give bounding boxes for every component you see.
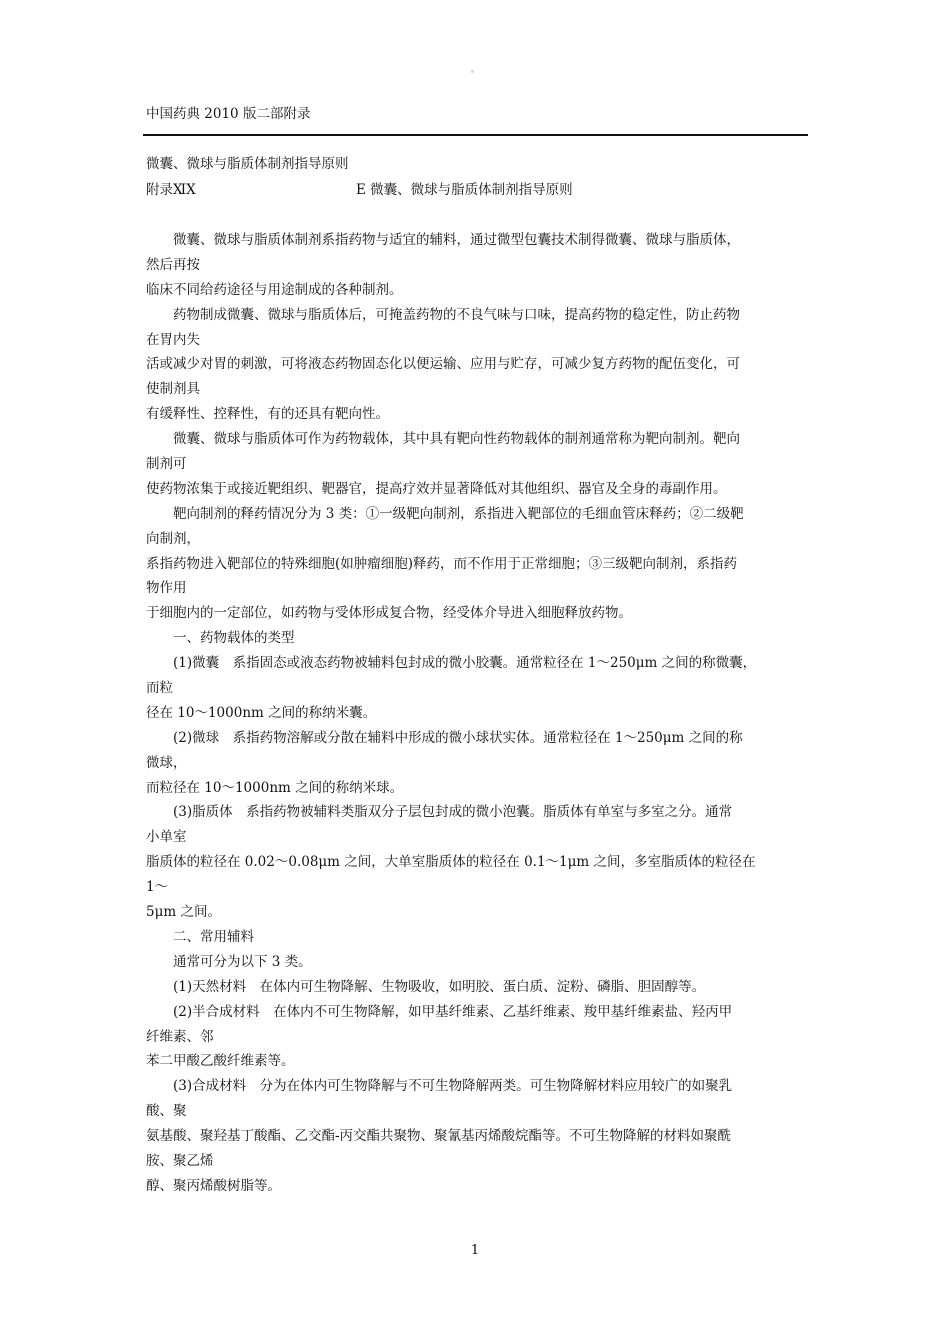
text-line: 有缓释性、控释性，有的还具有靶向性。 <box>146 406 389 423</box>
text-line: (1)微囊 系指固态或液态药物被辅料包封成的微小胶囊。通常粒径在 1～250μm 之间的称微囊， <box>173 655 757 672</box>
text-line: 脂质体的粒径在 0.02～0.08μm 之间，大单室脂质体的粒径在 0.1～1μm 之间，多室脂质体的粒径在 <box>146 854 756 871</box>
text-line: 使制剂具 <box>146 381 200 398</box>
text-line: 制剂可 <box>146 456 187 473</box>
text-line: (2)微球 系指药物溶解或分散在辅料中形成的微小球状实体。通常粒径在 1～250μm 之间的称 <box>173 729 743 746</box>
text-line: 在胃内失 <box>146 331 200 348</box>
appendix-line <box>146 180 808 200</box>
text-line: 胺、聚乙烯 <box>146 1152 214 1169</box>
appendix-code: 附录ⅪⅩ <box>146 182 196 198</box>
text-line: (2)半合成材料 在体内不可生物降解，如甲基纤维素、乙基纤维素、羧甲基纤维素盐、羟丙甲 <box>173 1003 733 1020</box>
page-number: 1 <box>470 1243 480 1258</box>
text-line: 径在 10～1000nm 之间的称纳米囊。 <box>146 704 377 721</box>
text-line: (1)天然材料 在体内可生物降解、生物吸收，如明胶、蛋白质、淀粉、磷脂、胆固醇等。 <box>173 978 706 995</box>
document-heading: 微囊、微球与脂质体制剂指导原则 <box>146 156 349 172</box>
text-line: 1～ <box>146 879 169 896</box>
text-line: 于细胞内的一定部位，如药物与受体形成复合物，经受体介导进入细胞释放药物。 <box>146 605 632 622</box>
scan-dot <box>471 70 474 73</box>
running-header: 中国药典 2010 版二部附录 <box>146 106 311 122</box>
text-line: 临床不同给药途径与用途制成的各种制剂。 <box>146 281 403 298</box>
text-line: 而粒径在 10～1000nm 之间的称纳米球。 <box>146 779 404 796</box>
text-line: 醇、聚丙烯酸树脂等。 <box>146 1177 281 1194</box>
text-line: 二、常用辅料 <box>173 928 254 945</box>
text-line: 纤维素、邻 <box>146 1028 214 1045</box>
text-line: 活或减少对胃的刺激，可将液态药物固态化以便运输、应用与贮存，可减少复方药物的配伍变化，可 <box>146 356 740 373</box>
text-line: 微囊、微球与脂质体可作为药物载体，其中具有靶向性药物载体的制剂通常称为靶向制剂。靶向 <box>173 431 740 448</box>
appendix-title: E 微囊、微球与脂质体制剂指导原则 <box>356 182 573 198</box>
text-line: 通常可分为以下 3 类。 <box>173 953 312 970</box>
text-line: 氨基酸、聚羟基丁酸酯、乙交酯-丙交酯共聚物、聚氰基丙烯酸烷酯等。不可生物降解的材料如聚酰 <box>146 1128 732 1145</box>
text-line: 微球， <box>146 754 187 771</box>
text-line: 向制剂， <box>146 530 200 547</box>
text-line: 5μm 之间。 <box>146 904 221 921</box>
text-line: 靶向制剂的释药情况分为 3 类：①一级靶向制剂，系指进入靶部位的毛细血管床释药；②二级靶 <box>173 505 744 522</box>
text-line: 药物制成微囊、微球与脂质体后，可掩盖药物的不良气味与口味，提高药物的稳定性，防止药物 <box>173 306 740 323</box>
text-line: 使药物浓集于或接近靶组织、靶器官，提高疗效并显著降低对其他组织、器官及全身的毒副作用。 <box>146 480 727 497</box>
text-line: (3)合成材料 分为在体内可生物降解与不可生物降解两类。可生物降解材料应用较广的如聚乳 <box>173 1078 733 1095</box>
text-line: (3)脂质体 系指药物被辅料类脂双分子层包封成的微小泡囊。脂质体有单室与多室之分。通常 <box>173 804 733 821</box>
text-line: 系指药物进入靶部位的特殊细胞(如肿瘤细胞)释药，而不作用于正常细胞；③三级靶向制剂，系指药 <box>146 555 738 572</box>
text-line: 酸、聚 <box>146 1103 187 1120</box>
text-line: 微囊、微球与脂质体制剂系指药物与适宜的辅料，通过微型包囊技术制得微囊、微球与脂质体， <box>173 232 740 248</box>
header-divider <box>143 134 808 136</box>
text-line: 而粒 <box>146 680 173 697</box>
text-line: 小单室 <box>146 829 187 846</box>
text-line: 然后再按 <box>146 256 200 273</box>
text-line: 物作用 <box>146 580 187 597</box>
text-line: 一、药物载体的类型 <box>173 630 295 647</box>
text-line: 苯二甲酸乙酸纤维素等。 <box>146 1053 295 1070</box>
body-text <box>146 228 816 1199</box>
